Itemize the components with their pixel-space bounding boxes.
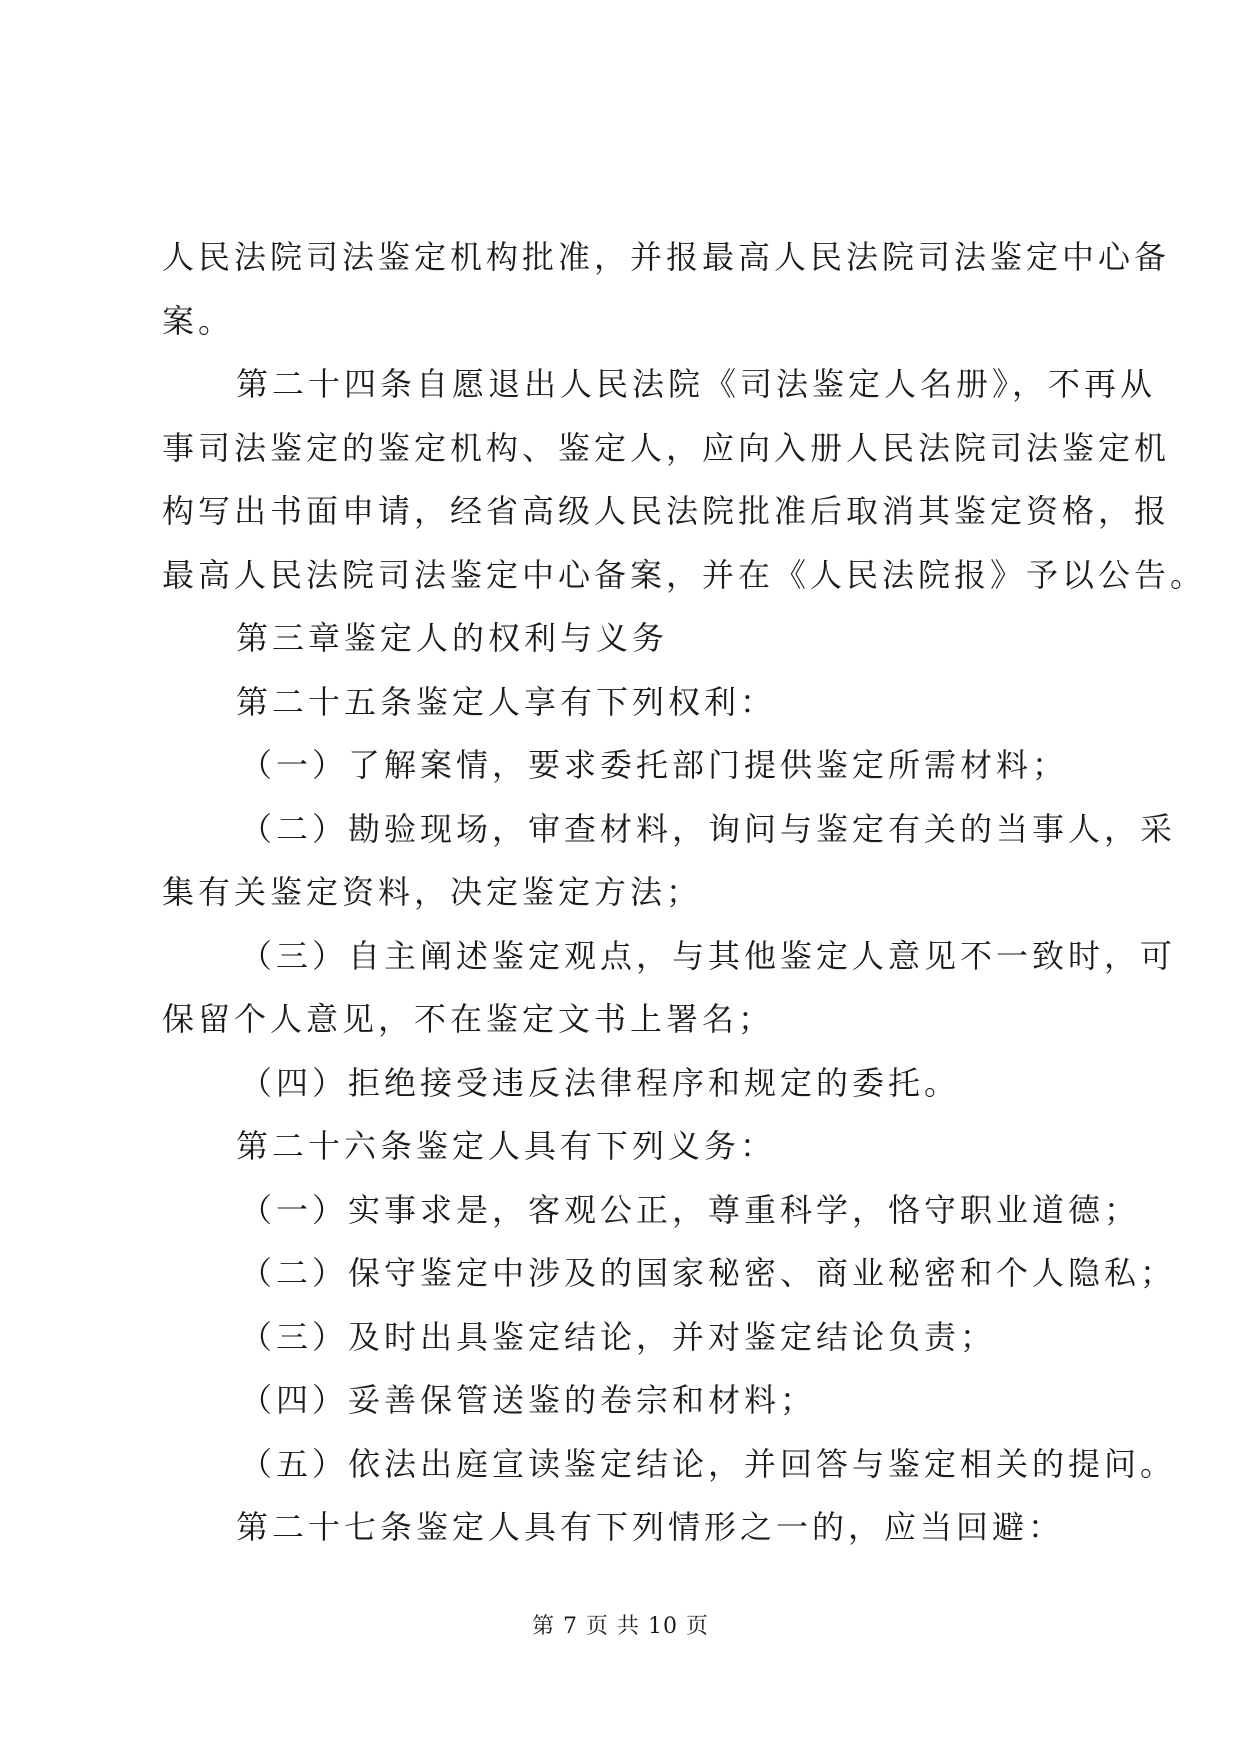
article-26-line: 第二十六条鉴定人具有下列义务： [236, 1127, 777, 1165]
list-item: （二）勘验现场，审查材料，询问与鉴定有关的当事人，采 [240, 809, 1177, 848]
text-line: 构写出书面申请，经省高级人民法院批准后取消其鉴定资格，报 [162, 492, 1171, 530]
article-27-line: 第二十七条鉴定人具有下列情形之一的，应当回避： [236, 1508, 1065, 1546]
article-24-line: 第二十四条自愿退出人民法院《司法鉴定人名册》，不再从 [236, 365, 1157, 403]
text-line: 最高人民法院司法鉴定中心备案，并在《人民法院报》予以公告。 [162, 555, 1207, 594]
list-item: （四）妥善保管送鉴的卷宗和材料； [240, 1381, 817, 1419]
text-line: 保留个人意见，不在鉴定文书上署名； [162, 1000, 775, 1038]
text-line: 事司法鉴定的鉴定机构、鉴定人，应向入册人民法院司法鉴定机 [162, 428, 1171, 467]
page-number-footer: 第 7 页 共 10 页 [532, 1614, 709, 1639]
list-item: （四）拒绝接受违反法律程序和规定的委托。 [240, 1063, 961, 1102]
text-line: 人民法院司法鉴定机构批准，并报最高人民法院司法鉴定中心备 [162, 238, 1171, 276]
article-25-line: 第二十五条鉴定人享有下列权利： [236, 682, 777, 721]
document-body [162, 226, 1207, 1560]
list-item: （一）实事求是，客观公正，尊重科学，恪守职业道德； [240, 1190, 1141, 1229]
text-line: 案。 [162, 301, 235, 340]
list-item: （五）依法出庭宣读鉴定结论，并回答与鉴定相关的提问。 [240, 1444, 1177, 1483]
list-item: （三）及时出具鉴定结论，并对鉴定结论负责； [240, 1317, 997, 1356]
text-line: 集有关鉴定资料，决定鉴定方法； [162, 873, 703, 911]
list-item: （三）自主阐述鉴定观点，与其他鉴定人意见不一致时，可 [240, 936, 1177, 975]
list-item: （二）保守鉴定中涉及的国家秘密、商业秘密和个人隐私； [240, 1254, 1177, 1292]
list-item: （一）了解案情，要求委托部门提供鉴定所需材料； [240, 746, 1069, 784]
chapter-heading: 第三章鉴定人的权利与义务 [236, 619, 669, 657]
